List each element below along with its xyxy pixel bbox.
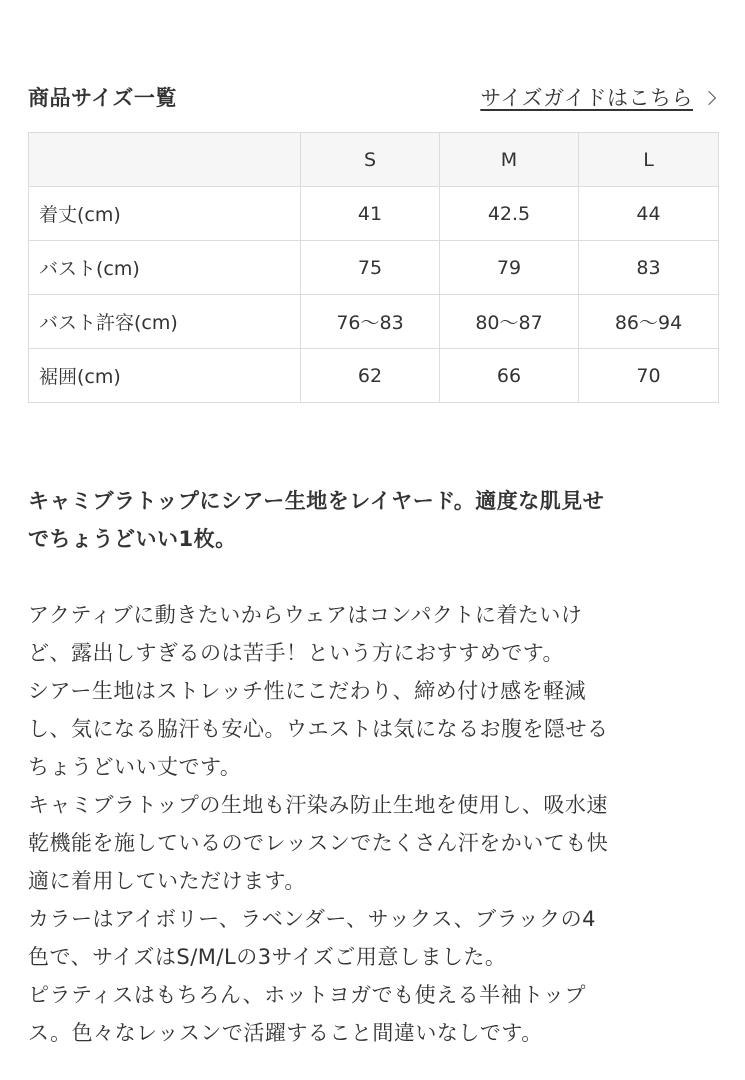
description-line: アクティブに動きたいからウェアはコンパクトに着たいけ bbox=[28, 603, 583, 627]
lead-line: でちょうどいい1枚。 bbox=[28, 527, 237, 551]
description-line: カラーはアイボリー、ラベンダー、サックス、ブラックの4 bbox=[28, 907, 597, 931]
table-cell: 75 bbox=[301, 241, 440, 295]
table-cell: 66 bbox=[440, 349, 579, 403]
row-label-length: 着丈(cm) bbox=[29, 187, 301, 241]
description-line: キャミブラトップの生地も汗染み防止生地を使用し、吸水速 bbox=[28, 793, 608, 817]
table-cell: 42.5 bbox=[440, 187, 579, 241]
description-line: ど、露出しすぎるのは苦手！という方におすすめです。 bbox=[28, 641, 565, 665]
size-table-header-row bbox=[29, 133, 719, 187]
table-cell: 86〜94 bbox=[579, 295, 719, 349]
table-cell: 44 bbox=[579, 187, 719, 241]
description-line: ス。色々なレッスンで活躍すること間違いなしです。 bbox=[28, 1021, 543, 1045]
table-cell: 62 bbox=[301, 349, 440, 403]
description-line: 色で、サイズはS/M/Lの3サイズご用意しました。 bbox=[28, 945, 507, 969]
size-column-header-l: L bbox=[579, 133, 719, 187]
size-guide-link-label[interactable]: サイズガイドはこちら bbox=[480, 86, 693, 110]
description-line: 適に着用していただけます。 bbox=[28, 869, 306, 893]
size-section-header bbox=[28, 78, 718, 118]
size-table-corner-cell bbox=[29, 133, 301, 187]
size-section-title: 商品サイズ一覧 bbox=[28, 86, 177, 110]
product-description bbox=[28, 596, 718, 1052]
description-line: 乾機能を施しているのでレッスンでたくさん汗をかいても快 bbox=[28, 831, 609, 855]
table-cell: 79 bbox=[440, 241, 579, 295]
chevron-right-icon[interactable] bbox=[702, 91, 716, 105]
description-line: シアー生地はストレッチ性にこだわり、締め付け感を軽減 bbox=[28, 679, 587, 703]
row-label-bust-range: バスト許容(cm) bbox=[29, 295, 301, 349]
row-label-bust: バスト(cm) bbox=[29, 241, 301, 295]
description-line: ちょうどいい丈です。 bbox=[28, 755, 242, 779]
description-line: し、気になる脇汗も安心。ウエストは気になるお腹を隠せる bbox=[28, 717, 609, 741]
table-row bbox=[29, 187, 719, 241]
size-table bbox=[28, 132, 719, 403]
table-cell: 83 bbox=[579, 241, 719, 295]
row-label-hem: 裾囲(cm) bbox=[29, 349, 301, 403]
size-column-header-m: M bbox=[440, 133, 579, 187]
table-cell: 76〜83 bbox=[301, 295, 440, 349]
size-column-header-s: S bbox=[301, 133, 440, 187]
table-row bbox=[29, 349, 719, 403]
table-cell: 70 bbox=[579, 349, 719, 403]
table-row bbox=[29, 241, 719, 295]
table-cell: 80〜87 bbox=[440, 295, 579, 349]
size-guide-link[interactable] bbox=[480, 82, 718, 112]
product-lead-text bbox=[28, 482, 718, 558]
lead-line: キャミブラトップにシアー生地をレイヤード。適度な肌見せ bbox=[28, 489, 605, 513]
table-cell: 41 bbox=[301, 187, 440, 241]
table-row bbox=[29, 295, 719, 349]
description-line: ピラティスはもちろん、ホットヨガでも使える半袖トップ bbox=[28, 983, 586, 1007]
